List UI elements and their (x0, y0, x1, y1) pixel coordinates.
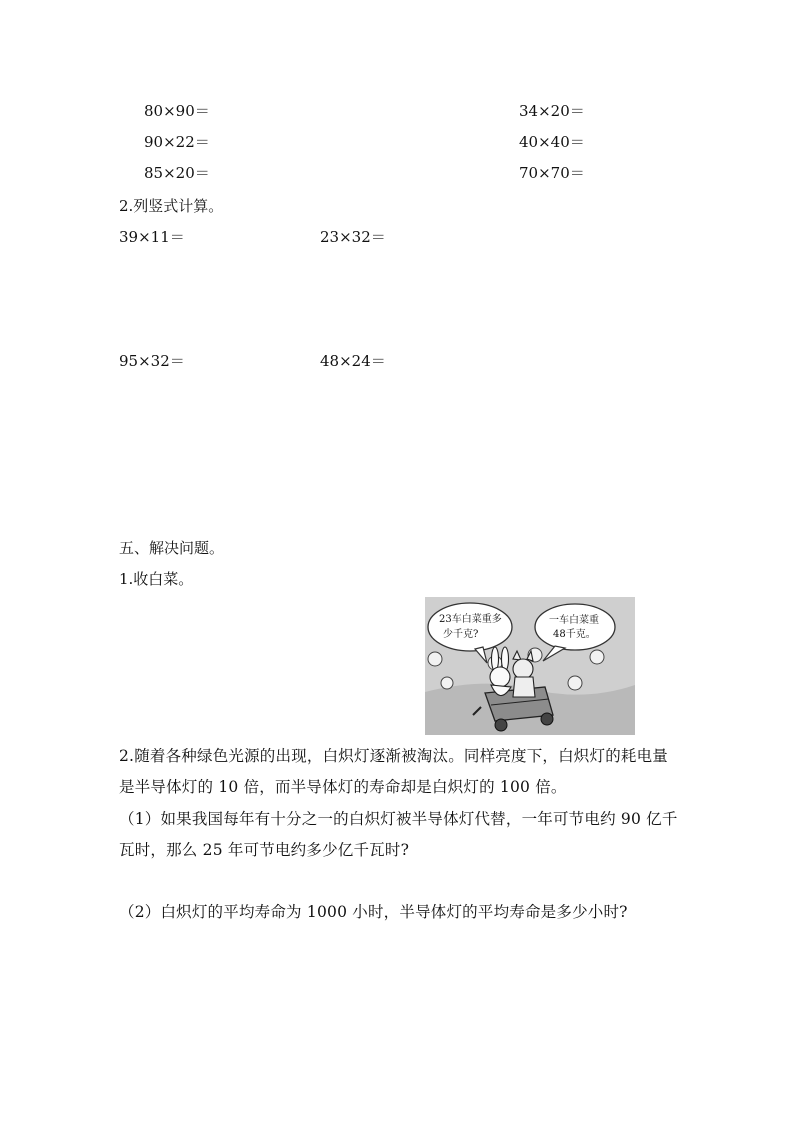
vertical-calc-item: 39×11＝ (119, 228, 185, 246)
bubble-text: 23车白菜重多 (439, 614, 502, 625)
vertical-calc-item: 23×32＝ (320, 228, 386, 246)
bubble-text: 48千克。 (553, 629, 596, 640)
vertical-calc-heading: 2.列竖式计算。 (119, 197, 224, 215)
vertical-calc-item: 95×32＝ (119, 352, 185, 370)
oral-calc-item: 85×20＝ (144, 164, 210, 182)
question-2-text: 2.随着各种绿色光源的出现，白炽灯逐渐被淘汰。同样亮度下，白炽灯的耗电量 (119, 747, 668, 765)
oral-calc-item: 90×22＝ (144, 133, 210, 151)
oral-calc-item: 70×70＝ (519, 164, 585, 182)
question-2-text: 是半导体灯的 10 倍，而半导体灯的寿命却是白炽灯的 100 倍。 (119, 778, 567, 796)
section-heading: 五、解决问题。 (119, 539, 225, 557)
oral-calc-item: 40×40＝ (519, 133, 585, 151)
vertical-calc-item: 48×24＝ (320, 352, 386, 370)
question-2-sub1: 瓦时，那么 25 年可节电约多少亿千瓦时? (119, 841, 410, 859)
bubble-text: 一车白菜重 (549, 615, 599, 626)
question-2-sub2: （2）白炽灯的平均寿命为 1000 小时，半导体灯的平均寿命是多少小时? (119, 903, 628, 921)
bubble-text: 少千克? (443, 629, 479, 640)
question-1-title: 1.收白菜。 (119, 570, 194, 588)
cabbage-cart-illustration (425, 597, 635, 735)
oral-calc-item: 34×20＝ (519, 102, 585, 120)
oral-calc-item: 80×90＝ (144, 102, 210, 120)
question-2-sub1: （1）如果我国每年有十分之一的白炽灯被半导体灯代替，一年可节电约 90 亿千 (119, 810, 678, 828)
